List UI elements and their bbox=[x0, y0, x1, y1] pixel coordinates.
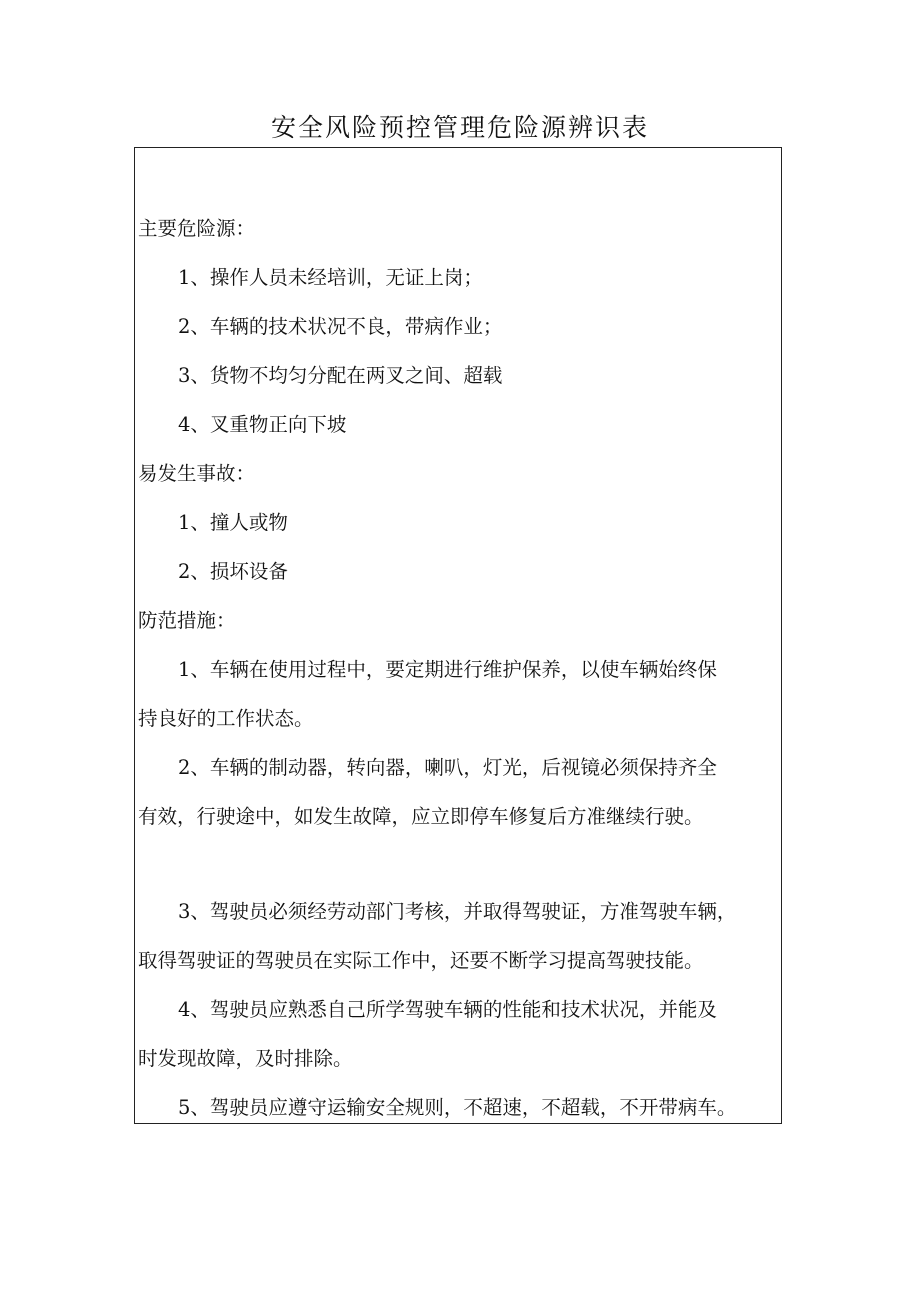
table-border bbox=[134, 147, 782, 1124]
measure-line: 2、车辆的制动器，转向器，喇叭，灯光，后视镜必须保持齐全 bbox=[178, 756, 717, 779]
accident-item: 1、撞人或物 bbox=[178, 511, 288, 534]
hazards-heading: 主要危险源： bbox=[138, 217, 256, 240]
measure-line: 1、车辆在使用过程中，要定期进行维护保养，以使车辆始终保 bbox=[178, 658, 717, 681]
accidents-heading: 易发生事故： bbox=[138, 462, 256, 485]
hazard-item: 2、车辆的技术状况不良，带病作业； bbox=[178, 315, 503, 338]
measures-heading: 防范措施： bbox=[138, 609, 236, 632]
hazard-item: 3、货物不均匀分配在两叉之间、超载 bbox=[178, 364, 503, 387]
measure-line: 有效，行驶途中，如发生故障，应立即停车修复后方准继续行驶。 bbox=[138, 805, 704, 828]
hazard-item: 1、操作人员未经培训，无证上岗； bbox=[178, 266, 483, 289]
measure-line: 3、驾驶员必须经劳动部门考核，并取得驾驶证，方准驾驶车辆， bbox=[178, 900, 737, 923]
measure-line: 5、驾驶员应遵守运输安全规则，不超速，不超载，不开带病车。 bbox=[178, 1096, 737, 1119]
measure-line: 4、驾驶员应熟悉自己所学驾驶车辆的性能和技术状况，并能及 bbox=[178, 998, 717, 1021]
accident-item: 2、损坏设备 bbox=[178, 560, 288, 583]
document-title: 安全风险预控管理危险源辨识表 bbox=[270, 113, 649, 142]
hazard-item: 4、叉重物正向下坡 bbox=[178, 413, 347, 436]
measure-line: 时发现故障，及时排除。 bbox=[138, 1047, 353, 1070]
measure-line: 持良好的工作状态。 bbox=[138, 707, 314, 730]
measure-line: 取得驾驶证的驾驶员在实际工作中，还要不断学习提高驾驶技能。 bbox=[138, 949, 704, 972]
